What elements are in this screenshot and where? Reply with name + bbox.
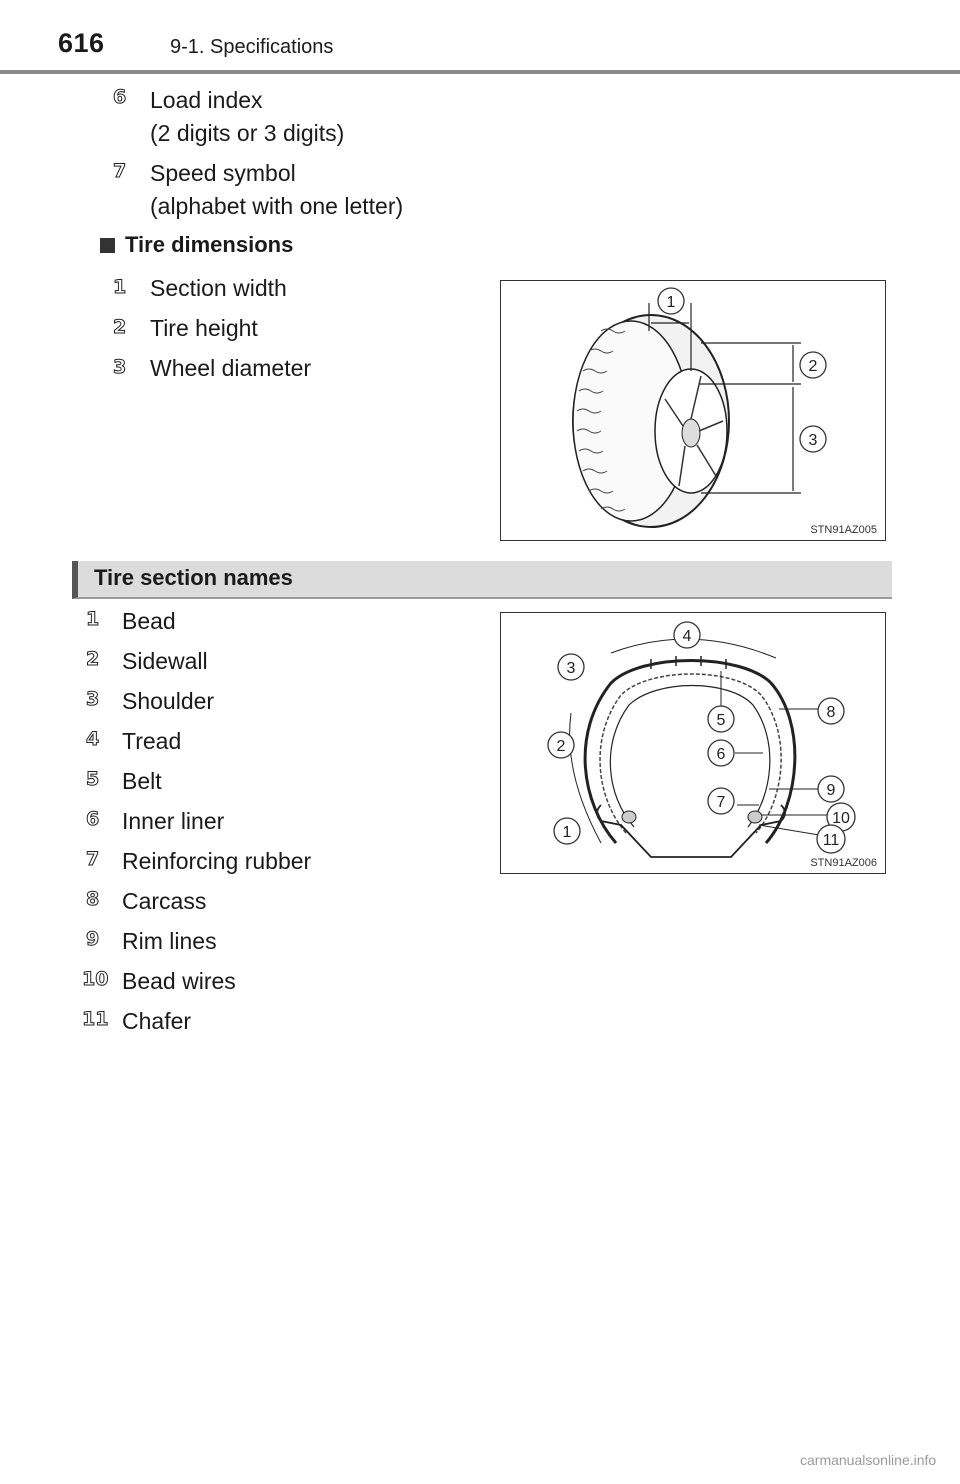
tire-section-figure: [500, 612, 886, 874]
reinforcing-rubber-label: Reinforcing rubber: [122, 848, 312, 874]
callout-5: 5: [716, 712, 726, 729]
rim-lines-label: Rim lines: [122, 928, 217, 954]
callout-1: 1: [666, 294, 676, 311]
item-number: 5: [86, 768, 100, 790]
callout-3: 3: [808, 432, 818, 449]
callout-10: 10: [832, 810, 850, 827]
bead-label: Bead: [122, 608, 176, 634]
item-number: 9: [86, 928, 100, 950]
item-number: 1: [86, 608, 100, 630]
callout-3: 3: [566, 660, 576, 677]
bead-wires-label: Bead wires: [122, 968, 236, 994]
chafer-label: Chafer: [122, 1008, 192, 1034]
item-number: 7: [86, 848, 100, 870]
tire-cross-section-illustration: [501, 613, 885, 873]
section-label: 9-1. Specifications: [170, 36, 334, 58]
item-number: 10: [82, 968, 109, 990]
callout-11: 11: [822, 832, 840, 849]
item-number: 1: [113, 276, 127, 298]
shoulder-label: Shoulder: [122, 688, 215, 714]
tire-dimensions-figure: [500, 280, 886, 541]
wheel-diameter-label: Wheel diameter: [150, 355, 312, 381]
callout-2: 2: [808, 358, 818, 375]
callout-8: 8: [826, 704, 836, 721]
callout-7: 7: [716, 794, 726, 811]
sidewall-label: Sidewall: [122, 648, 208, 674]
callout-4: 4: [682, 628, 692, 645]
tire-height-label: Tire height: [150, 315, 258, 341]
page-number: 616: [58, 28, 105, 58]
item-number: 6: [86, 808, 100, 830]
item-label: [150, 84, 344, 150]
section-heading-bar: [72, 561, 892, 599]
tread-label: Tread: [122, 728, 182, 754]
tire-section-names-heading: Tire section names: [94, 565, 293, 590]
belt-label: Belt: [122, 768, 162, 794]
item-number: 3: [86, 688, 100, 710]
item-number: 6: [113, 86, 127, 108]
inner-liner-label: Inner liner: [122, 808, 225, 834]
watermark: carmanualsonline.info: [800, 1452, 937, 1468]
callout-2: 2: [556, 738, 566, 755]
item-number: 3: [113, 356, 127, 378]
callout-6: 6: [716, 746, 726, 763]
speed-symbol-detail: (alphabet with one letter): [150, 193, 404, 219]
section-width-label: Section width: [150, 275, 287, 301]
item-number: 8: [86, 888, 100, 910]
item-number: 2: [86, 648, 100, 670]
figure-code: STN91AZ006: [810, 857, 877, 869]
item-number: 7: [113, 160, 127, 182]
callout-9: 9: [826, 782, 836, 799]
callout-1: 1: [562, 824, 572, 841]
load-index-label: Load index: [150, 87, 263, 113]
load-index-detail: (2 digits or 3 digits): [150, 120, 345, 146]
square-bullet-icon: [100, 238, 115, 253]
item-number: 11: [82, 1008, 109, 1030]
item-number: 4: [86, 728, 100, 750]
tire-dimensions-heading: Tire dimensions: [100, 232, 293, 258]
item-label: [150, 157, 403, 223]
speed-symbol-label: Speed symbol: [150, 160, 296, 186]
tire-illustration: [501, 281, 885, 540]
header-rule: [0, 70, 960, 74]
item-number: 2: [113, 316, 127, 338]
carcass-label: Carcass: [122, 888, 207, 914]
figure-code: STN91AZ005: [810, 524, 877, 536]
